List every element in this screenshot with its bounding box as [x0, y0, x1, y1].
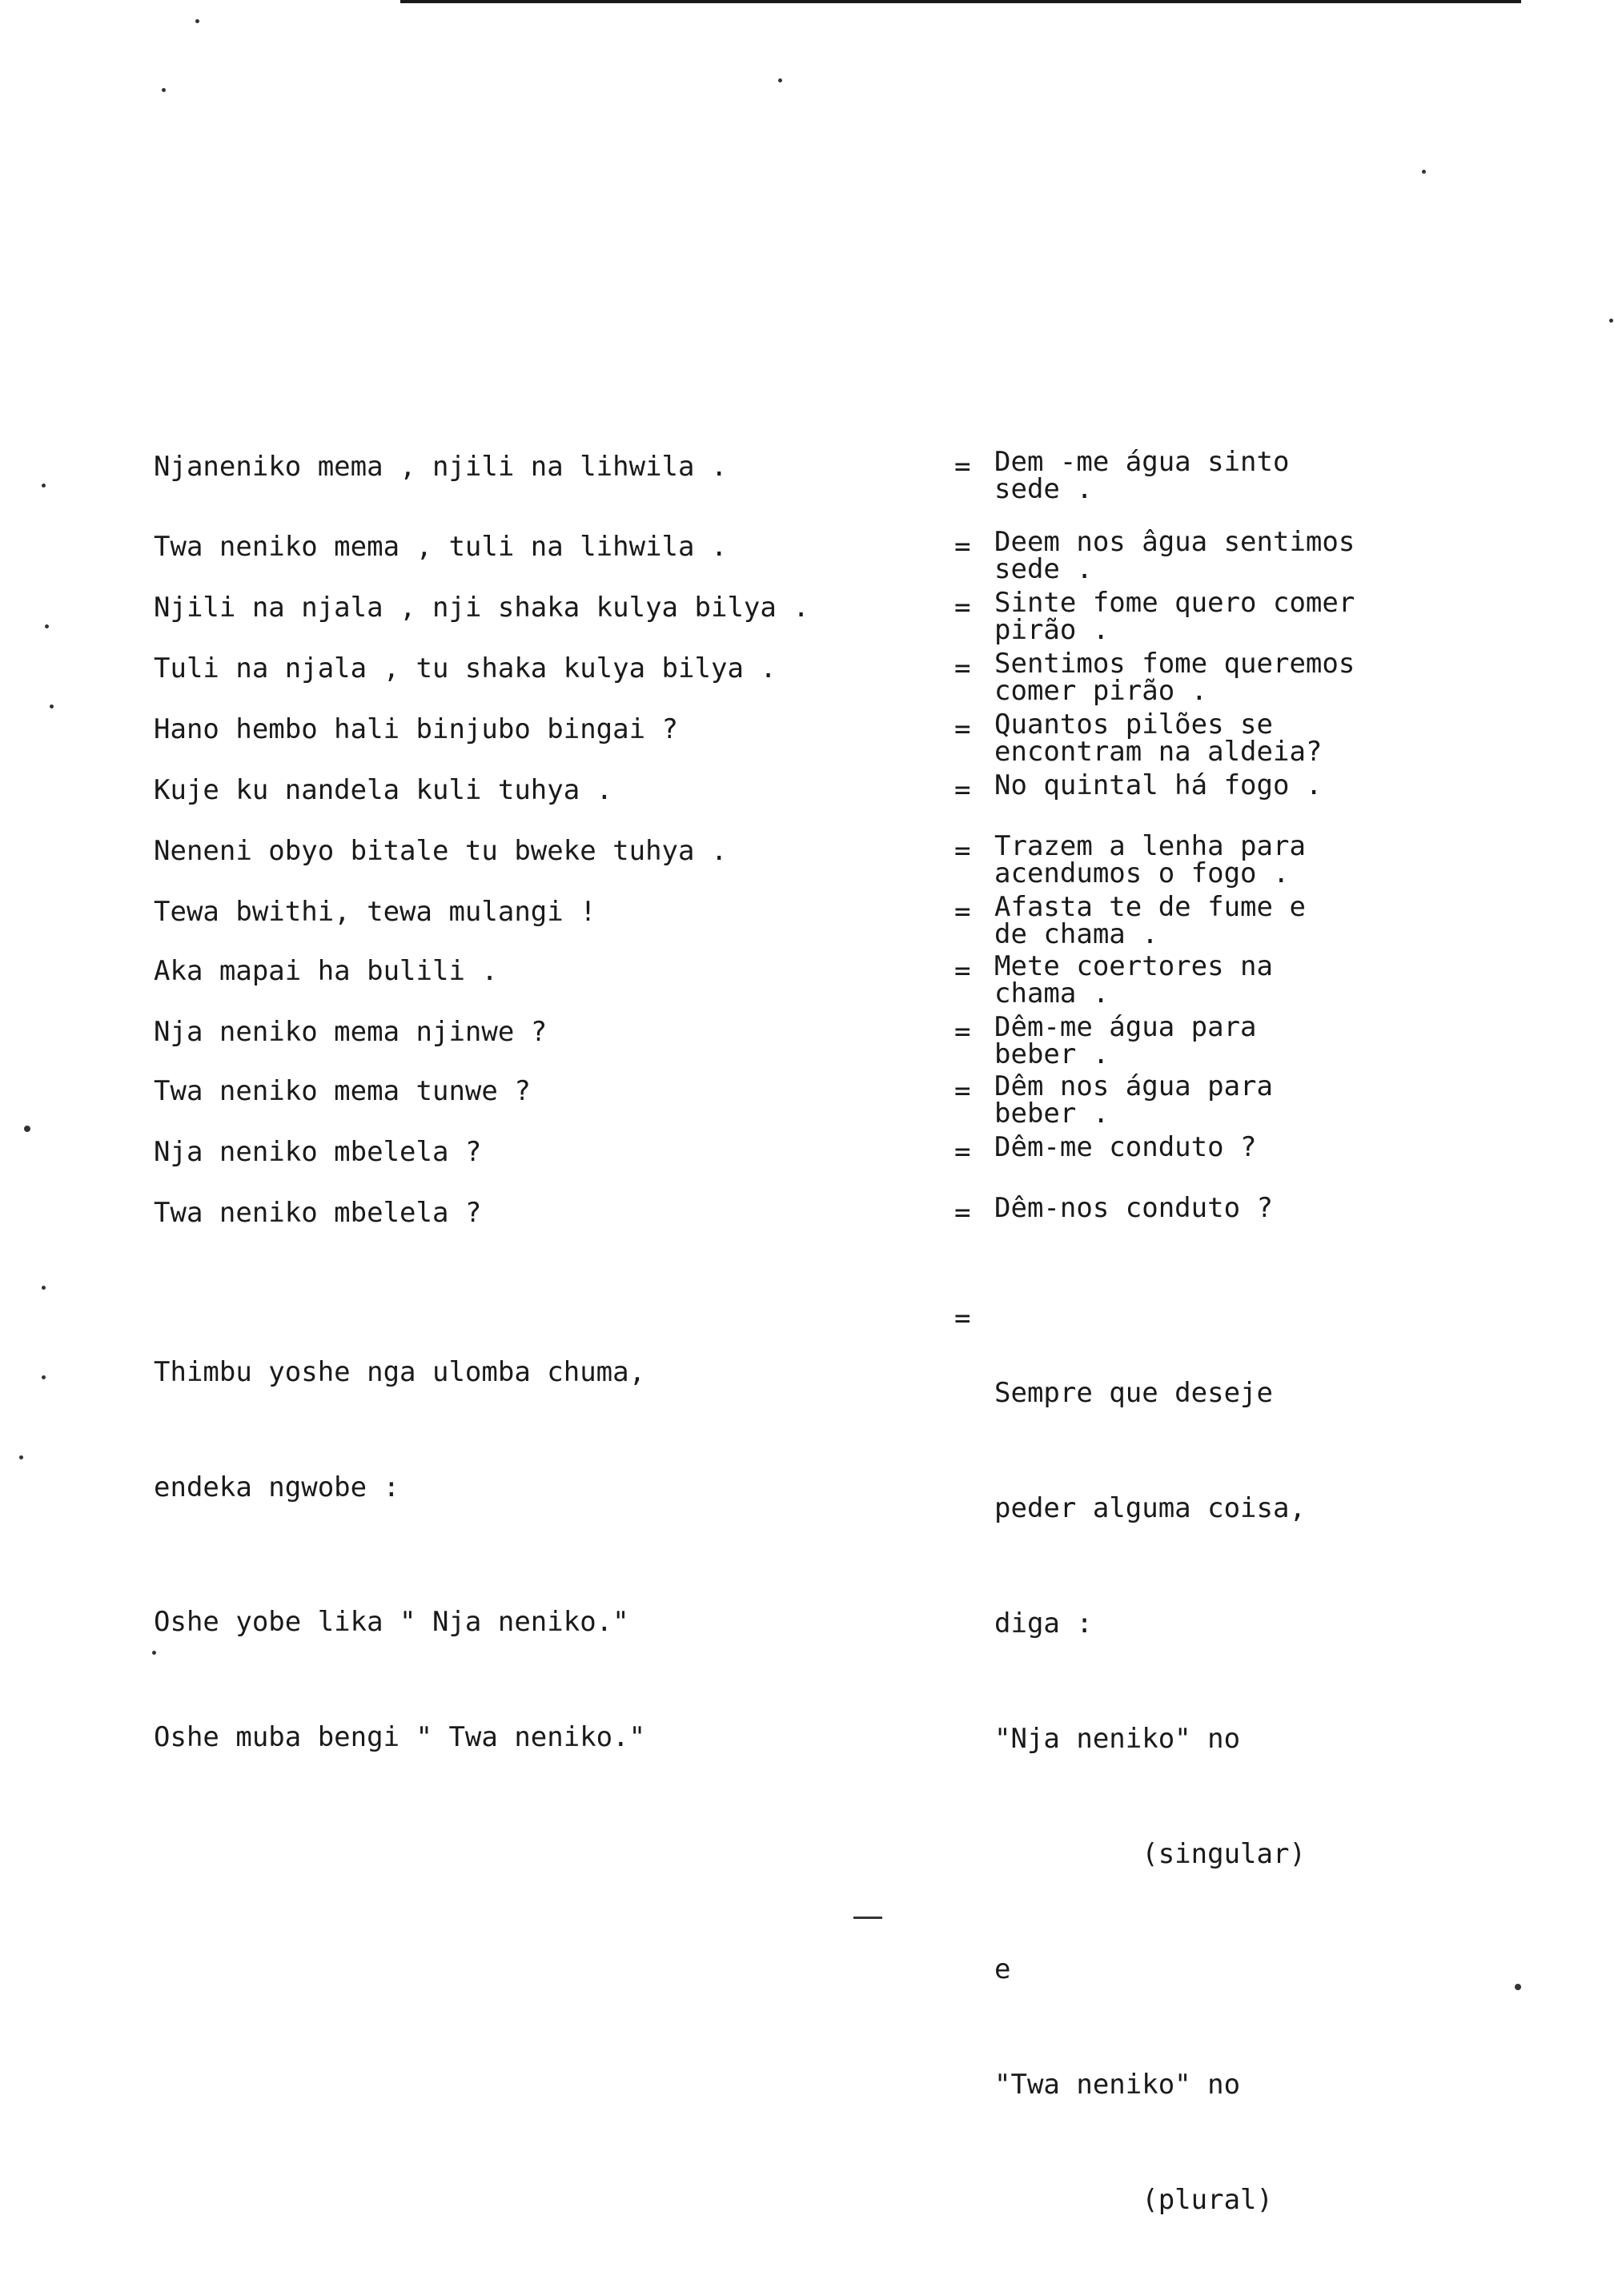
phrase-row	[0, 950, 1614, 1017]
equals-sign: =	[954, 592, 971, 624]
equals-sign: =	[954, 713, 971, 745]
scan-mark	[853, 1917, 882, 1919]
equals-sign: =	[954, 774, 971, 806]
equals-sign: =	[954, 1016, 971, 1048]
portuguese-translation: Deem nos âgua sentimos sede .	[994, 526, 1355, 585]
phrase-row	[0, 893, 1614, 957]
equals-sign: =	[954, 451, 971, 483]
scan-speck	[778, 78, 782, 82]
phrase-row	[0, 448, 1614, 512]
scan-speck	[42, 484, 46, 488]
translation-line: "Twa neniko" no	[994, 2069, 1241, 2101]
translation-line: (plural)	[994, 2184, 1273, 2216]
translation-line: (singular)	[994, 1838, 1306, 1870]
phrase-row	[0, 708, 1614, 775]
umbundu-phrase: Njili na njala , nji shaka kulya bilya .	[154, 592, 809, 624]
equals-sign: =	[954, 835, 971, 867]
umbundu-phrase: Nja neniko mbelela ?	[154, 1136, 482, 1168]
equals-sign: =	[954, 1303, 971, 1335]
portuguese-translation: Dêm-me água para beber .	[994, 1011, 1257, 1070]
portuguese-translation: Trazem a lenha para acendumos o fogo .	[994, 830, 1306, 889]
portuguese-translation: Dem -me água sinto sede .	[994, 446, 1290, 505]
equals-sign: =	[954, 896, 971, 928]
umbundu-phrase: Twa neniko mbelela ?	[154, 1197, 482, 1229]
umbundu-phrase: Twa neniko mema tunwe ?	[154, 1075, 531, 1107]
translation-line: e	[994, 1953, 1011, 1985]
instruction-line: Thimbu yoshe nga ulomba chuma,	[154, 1356, 646, 1388]
equals-sign: =	[954, 1197, 971, 1229]
equals-sign: =	[954, 955, 971, 987]
translation-line: peder alguma coisa,	[994, 1492, 1306, 1524]
scan-speck	[1422, 170, 1426, 174]
translation-line: diga :	[994, 1608, 1093, 1640]
portuguese-translation: Mete coertores na chama .	[994, 950, 1273, 1010]
translation-line: Sempre que deseje	[994, 1377, 1273, 1409]
instruction-line: endeka ngwobe :	[154, 1471, 400, 1503]
scan-speck	[195, 19, 199, 23]
translation-line: "Nja neniko" no	[994, 1723, 1241, 1755]
umbundu-phrase: Hano hembo hali binjubo bingai ?	[154, 713, 679, 745]
scan-speck	[162, 88, 166, 92]
equals-sign: =	[954, 1075, 971, 1107]
phrase-row	[0, 1011, 1614, 1078]
phrase-row	[0, 830, 1614, 897]
scan-speck	[19, 1455, 23, 1459]
phrase-row	[0, 1131, 1614, 1198]
portuguese-translation: Sentimos fome queremos comer pirão .	[994, 648, 1355, 707]
umbundu-phrase: Tuli na njala , tu shaka kulya bilya .	[154, 652, 777, 684]
umbundu-phrase: Nja neniko mema njinwe ?	[154, 1016, 548, 1048]
phrase-row	[0, 589, 1614, 653]
umbundu-phrase: Neneni obyo bitale tu bweke tuhya .	[154, 835, 728, 867]
phrase-row	[0, 769, 1614, 836]
umbundu-phrase: Aka mapai ha bulili .	[154, 955, 498, 987]
portuguese-translation: Dêm nos água para beber .	[994, 1070, 1273, 1130]
phrase-row	[0, 650, 1614, 714]
equals-sign: =	[954, 652, 971, 684]
portuguese-translation: Sinte fome quero comer pirão .	[994, 587, 1355, 646]
instructions-umbundu	[154, 1276, 954, 1833]
instruction-line: Oshe muba bengi " Twa neniko."	[154, 1721, 646, 1753]
umbundu-phrase: Kuje ku nandela kuli tuhya .	[154, 774, 613, 806]
scan-speck	[1609, 319, 1613, 323]
phrase-row	[0, 1194, 1614, 1258]
scan-speck	[50, 704, 54, 708]
portuguese-translation: Afasta te de fume e de chama .	[994, 891, 1306, 950]
portuguese-translation: Dêm-nos conduto ?	[994, 1192, 1273, 1224]
scan-speck	[1515, 1984, 1521, 1990]
phrase-row	[0, 528, 1614, 592]
scan-speck	[42, 1375, 46, 1379]
phrase-row	[0, 1070, 1614, 1137]
portuguese-translation: Dêm-me conduto ?	[994, 1131, 1257, 1163]
umbundu-phrase: Njaneniko mema , njili na lihwila .	[154, 451, 728, 483]
equals-sign: =	[954, 531, 971, 563]
portuguese-translation: No quintal há fogo .	[994, 769, 1323, 801]
scan-speck	[42, 1286, 46, 1290]
portuguese-translation: Quantos pilões se encontram na aldeia?	[994, 708, 1323, 768]
instructions-portuguese	[994, 1297, 1443, 2296]
equals-sign: =	[954, 1136, 971, 1168]
scan-speck	[152, 1651, 156, 1655]
scan-speck	[45, 624, 49, 628]
scan-speck	[24, 1126, 30, 1132]
umbundu-phrase: Twa neniko mema , tuli na lihwila .	[154, 531, 728, 563]
instruction-line: Oshe yobe lika " Nja neniko."	[154, 1606, 629, 1638]
umbundu-phrase: Tewa bwithi, tewa mulangi !	[154, 896, 596, 928]
